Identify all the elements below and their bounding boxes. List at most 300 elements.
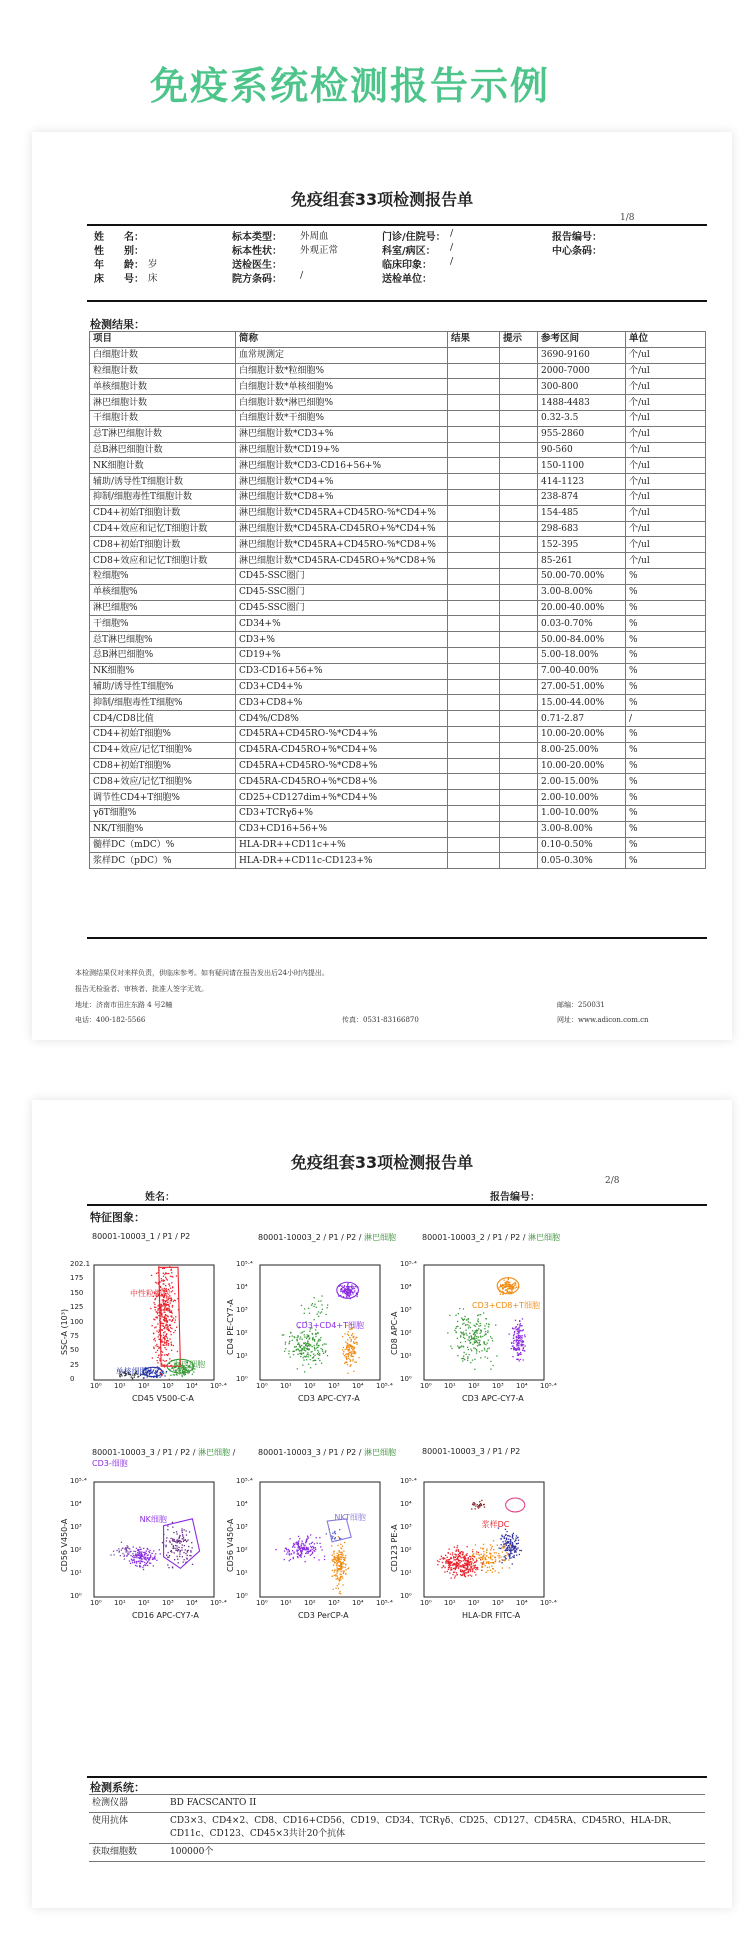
event-dot (161, 1354, 162, 1355)
event-dot (302, 1349, 303, 1350)
event-dot (174, 1322, 175, 1323)
event-dot (338, 1588, 339, 1589)
event-dot (487, 1358, 488, 1359)
table-row (90, 347, 706, 363)
event-dot (484, 1343, 485, 1344)
event-dot (166, 1310, 167, 1311)
event-dot (345, 1555, 346, 1556)
event-dot (140, 1554, 141, 1555)
event-dot (162, 1374, 163, 1375)
event-dot (176, 1533, 177, 1534)
event-dot (354, 1353, 355, 1354)
event-dot (324, 1343, 325, 1344)
event-dot (302, 1365, 303, 1366)
table-cell (500, 726, 538, 742)
event-dot (495, 1570, 496, 1571)
event-dot (303, 1346, 304, 1347)
event-dot (514, 1340, 515, 1341)
event-dot (521, 1337, 522, 1338)
event-dot (312, 1303, 313, 1304)
event-dot (454, 1568, 455, 1569)
event-dot (345, 1289, 346, 1290)
event-dot (163, 1279, 164, 1280)
table-cell: 辅助/诱导性T细胞计数 (90, 474, 236, 490)
event-dot (460, 1335, 461, 1336)
event-dot (175, 1330, 176, 1331)
event-dot (162, 1330, 163, 1331)
table-cell: CD34+% (236, 616, 448, 632)
event-dot (166, 1324, 167, 1325)
event-dot (138, 1555, 139, 1556)
event-dot (511, 1553, 512, 1554)
info-field (552, 242, 704, 257)
event-dot (516, 1535, 517, 1536)
event-dot (168, 1305, 169, 1306)
event-dot (484, 1325, 485, 1326)
y-tick-label: 100 (70, 1317, 84, 1326)
event-dot (474, 1359, 475, 1360)
event-dot (452, 1552, 453, 1553)
event-dot (314, 1347, 315, 1348)
event-dot (310, 1550, 311, 1551)
event-dot (451, 1578, 452, 1579)
event-dot (476, 1353, 477, 1354)
event-dot (485, 1558, 486, 1559)
event-dot (308, 1308, 309, 1309)
event-dot (314, 1350, 315, 1351)
event-dot (517, 1547, 518, 1548)
event-dot (326, 1533, 327, 1534)
event-dot (511, 1290, 512, 1291)
event-dot (478, 1336, 479, 1337)
event-dot (177, 1351, 178, 1352)
event-dot (516, 1287, 517, 1288)
event-dot (508, 1282, 509, 1283)
event-dot (499, 1557, 500, 1558)
table-cell (448, 521, 500, 537)
event-dot (172, 1305, 173, 1306)
event-dot (509, 1555, 510, 1556)
event-dot (182, 1536, 183, 1537)
x-tick-label: 10⁰ (90, 1599, 102, 1607)
table-row (90, 395, 706, 411)
event-dot (338, 1555, 339, 1556)
info-field (232, 270, 382, 285)
event-dot (166, 1343, 167, 1344)
event-dot (354, 1348, 355, 1349)
event-dot (469, 1556, 470, 1557)
event-dot (511, 1348, 512, 1349)
event-dot (289, 1538, 290, 1539)
event-dot (284, 1351, 285, 1352)
event-dot (464, 1352, 465, 1353)
event-dot (456, 1566, 457, 1567)
table-row (90, 679, 706, 695)
event-dot (337, 1575, 338, 1576)
event-dot (492, 1546, 493, 1547)
y-axis-label: CD8 APC-A (390, 1311, 399, 1355)
table-cell: 0.10-0.50% (538, 837, 626, 853)
event-dot (509, 1547, 510, 1548)
event-dot (159, 1358, 160, 1359)
info-field (382, 228, 552, 243)
event-dot (464, 1567, 465, 1568)
event-dot (513, 1338, 514, 1339)
system-key: 检测仪器 (89, 1795, 167, 1813)
event-dot (124, 1558, 125, 1559)
x-tick-label: 10⁴ (352, 1382, 364, 1390)
event-dot (342, 1562, 343, 1563)
info-rule (87, 300, 707, 302)
table-cell: % (626, 837, 706, 853)
event-dot (301, 1554, 302, 1555)
event-dot (351, 1339, 352, 1340)
column-header: 单位 (626, 332, 706, 348)
event-dot (508, 1286, 509, 1287)
event-dot (352, 1292, 353, 1293)
event-dot (510, 1540, 511, 1541)
event-dot (183, 1562, 184, 1563)
event-dot (473, 1553, 474, 1554)
event-dot (149, 1374, 150, 1375)
y-tick-label: 10¹ (236, 1352, 248, 1360)
event-dot (314, 1297, 315, 1298)
plot-title-text: 80001-10003_3 / P1 / P2 / (258, 1448, 365, 1457)
info-field-value: / (450, 255, 454, 267)
event-dot (463, 1332, 464, 1333)
event-dot (192, 1564, 193, 1565)
x-tick-label: 10⁴ (516, 1382, 528, 1390)
event-dot (146, 1563, 147, 1564)
table-cell: 总B淋巴细胞计数 (90, 442, 236, 458)
event-dot (164, 1274, 165, 1275)
system-key: 获取细胞数 (89, 1844, 167, 1862)
page-number-2: 2/8 (605, 1176, 620, 1186)
event-dot (507, 1547, 508, 1548)
event-dot (469, 1340, 470, 1341)
event-dot (155, 1345, 156, 1346)
event-dot (519, 1331, 520, 1332)
table-cell: 淋巴细胞计数*CD4+% (236, 474, 448, 490)
table-cell: 3.00-8.00% (538, 584, 626, 600)
event-dot (481, 1554, 482, 1555)
event-dot (301, 1543, 302, 1544)
event-dot (132, 1378, 133, 1379)
event-dot (468, 1321, 469, 1322)
event-dot (169, 1285, 170, 1286)
event-dot (327, 1307, 328, 1308)
event-dot (500, 1294, 501, 1295)
event-dot (319, 1355, 320, 1356)
event-dot (298, 1542, 299, 1543)
event-dot (471, 1564, 472, 1565)
table-cell (448, 347, 500, 363)
event-dot (468, 1349, 469, 1350)
plot-title-text: 80001-10003_3 / P1 / P2 / (92, 1448, 199, 1457)
event-dot (339, 1550, 340, 1551)
y-axis-label: CD56 V450-A (226, 1518, 235, 1572)
table-cell: % (626, 695, 706, 711)
info-field (232, 228, 382, 243)
table-cell: 个/ul (626, 426, 706, 442)
table-cell: 总T淋巴细胞% (90, 632, 236, 648)
event-dot (352, 1288, 353, 1289)
event-dot (348, 1354, 349, 1355)
event-dot (351, 1348, 352, 1349)
plot-title (92, 1232, 190, 1241)
table-cell: CD3-CD16+56+% (236, 663, 448, 679)
event-dot (503, 1288, 504, 1289)
event-dot (492, 1340, 493, 1341)
event-dot (168, 1353, 169, 1354)
event-dot (139, 1561, 140, 1562)
event-dot (171, 1345, 172, 1346)
plot-title (258, 1232, 396, 1243)
table-row (90, 805, 706, 821)
event-dot (303, 1360, 304, 1361)
event-dot (461, 1345, 462, 1346)
event-dot (345, 1564, 346, 1565)
event-dot (167, 1279, 168, 1280)
table-cell: CD45-SSC圈门 (236, 584, 448, 600)
event-dot (166, 1303, 167, 1304)
info-field-value: / (300, 269, 304, 281)
event-dot (474, 1334, 475, 1335)
event-dot (350, 1341, 351, 1342)
system-label: 检测系统： (90, 1781, 145, 1794)
event-dot (336, 1573, 337, 1574)
event-dot (496, 1355, 497, 1356)
y-tick-label: 10⁰ (400, 1592, 412, 1600)
table-row (90, 363, 706, 379)
event-dot (516, 1548, 517, 1549)
event-dot (311, 1547, 312, 1548)
event-dot (520, 1344, 521, 1345)
event-dot (504, 1536, 505, 1537)
event-dot (341, 1576, 342, 1577)
event-dot (134, 1561, 135, 1562)
event-dot (474, 1556, 475, 1557)
event-dot (472, 1551, 473, 1552)
event-dot (294, 1337, 295, 1338)
event-dot (456, 1555, 457, 1556)
event-dot (317, 1314, 318, 1315)
event-dot (516, 1543, 517, 1544)
event-dot (155, 1309, 156, 1310)
event-dot (472, 1571, 473, 1572)
table-cell: CD45RA+CD45RO-%*CD4+% (236, 726, 448, 742)
table-cell (500, 426, 538, 442)
event-dot (505, 1544, 506, 1545)
event-dot (337, 1585, 338, 1586)
event-dot (318, 1316, 319, 1317)
event-dot (512, 1536, 513, 1537)
event-dot (114, 1554, 115, 1555)
event-dot (509, 1550, 510, 1551)
event-dot (129, 1551, 130, 1552)
event-dot (297, 1557, 298, 1558)
info-field (94, 228, 232, 243)
event-dot (164, 1331, 165, 1332)
event-dot (480, 1559, 481, 1560)
event-dot (167, 1529, 168, 1530)
event-dot (480, 1325, 481, 1326)
event-dot (303, 1547, 304, 1548)
table-cell: CD8+效应/记忆T细胞% (90, 774, 236, 790)
event-dot (466, 1572, 467, 1573)
info-row (94, 256, 704, 270)
event-dot (314, 1543, 315, 1544)
event-dot (455, 1575, 456, 1576)
event-dot (460, 1552, 461, 1553)
event-dot (519, 1321, 520, 1322)
event-dot (492, 1559, 493, 1560)
event-dot (338, 1536, 339, 1537)
table-cell (500, 695, 538, 711)
table-cell: 淋巴细胞计数*CD45RA-CD45RO+%*CD8+% (236, 553, 448, 569)
event-dot (458, 1551, 459, 1552)
event-dot (321, 1311, 322, 1312)
table-cell: % (626, 821, 706, 837)
event-dot (167, 1329, 168, 1330)
event-dot (149, 1552, 150, 1553)
results-body (90, 347, 706, 868)
event-dot (154, 1307, 155, 1308)
event-dot (184, 1559, 185, 1560)
event-dot (470, 1349, 471, 1350)
event-dot (350, 1364, 351, 1365)
event-dot (472, 1558, 473, 1559)
event-dot (487, 1332, 488, 1333)
event-dot (446, 1561, 447, 1562)
event-dot (518, 1334, 519, 1335)
footer-note-1: 本检测结果仅对来样负责，供临床参考。如有疑问请在报告发出后24小时内提出。 (75, 969, 329, 977)
event-dot (171, 1550, 172, 1551)
event-dot (345, 1349, 346, 1350)
table-cell: γδT细胞% (90, 805, 236, 821)
event-dot (491, 1338, 492, 1339)
event-dot (177, 1542, 178, 1543)
event-dot (481, 1350, 482, 1351)
event-dot (471, 1562, 472, 1563)
table-cell: 15.00-44.00% (538, 695, 626, 711)
y-tick-label: 10⁵·⁴ (236, 1260, 253, 1268)
event-dot (303, 1543, 304, 1544)
event-dot (312, 1551, 313, 1552)
y-tick-label: 75 (70, 1331, 79, 1340)
event-dot (154, 1558, 155, 1559)
event-dot (314, 1557, 315, 1558)
table-cell (500, 805, 538, 821)
event-dot (336, 1561, 337, 1562)
table-row (90, 695, 706, 711)
event-dot (335, 1588, 336, 1589)
event-dot (319, 1543, 320, 1544)
event-dot (156, 1331, 157, 1332)
event-dot (318, 1311, 319, 1312)
event-dot (471, 1350, 472, 1351)
event-dot (352, 1333, 353, 1334)
event-dot (467, 1356, 468, 1357)
event-dot (344, 1559, 345, 1560)
info-row (94, 242, 704, 256)
event-dot (483, 1562, 484, 1563)
table-cell: % (626, 679, 706, 695)
table-cell: 总T淋巴细胞计数 (90, 426, 236, 442)
y-tick-label: 10¹ (400, 1569, 412, 1577)
info-field (94, 270, 232, 285)
event-dot (170, 1276, 171, 1277)
event-dot (450, 1346, 451, 1347)
event-dot (513, 1345, 514, 1346)
event-dot (169, 1309, 170, 1310)
table-cell: 个/ul (626, 521, 706, 537)
event-dot (142, 1567, 143, 1568)
event-dot (185, 1540, 186, 1541)
event-dot (502, 1287, 503, 1288)
event-dot (509, 1567, 510, 1568)
y-tick-label: 10⁴ (400, 1500, 412, 1508)
event-dot (513, 1347, 514, 1348)
event-dot (507, 1554, 508, 1555)
table-cell (448, 363, 500, 379)
event-dot (454, 1330, 455, 1331)
event-dot (467, 1560, 468, 1561)
event-dot (349, 1366, 350, 1367)
footer-website: 网址：www.adicon.com.cn (557, 1016, 649, 1024)
event-dot (474, 1325, 475, 1326)
event-dot (460, 1570, 461, 1571)
event-dot (351, 1285, 352, 1286)
event-dot (486, 1318, 487, 1319)
event-dot (167, 1310, 168, 1311)
table-row (90, 474, 706, 490)
footer-rule (87, 937, 707, 939)
event-dot (118, 1548, 119, 1549)
event-dot (134, 1557, 135, 1558)
plot-title-text: 80001-10003_3 / P1 / P2 (422, 1447, 521, 1456)
event-dot (489, 1567, 490, 1568)
event-dot (477, 1320, 478, 1321)
event-dot (347, 1343, 348, 1344)
event-dot (307, 1352, 308, 1353)
event-dot (459, 1347, 460, 1348)
event-dot (449, 1564, 450, 1565)
event-dot (293, 1553, 294, 1554)
event-dot (347, 1295, 348, 1296)
event-dot (460, 1328, 461, 1329)
event-dot (296, 1346, 297, 1347)
x-tick-label: 10² (304, 1382, 316, 1390)
event-dot (138, 1557, 139, 1558)
event-dot (522, 1335, 523, 1336)
event-dot (486, 1552, 487, 1553)
table-cell: 粒细胞计数 (90, 363, 236, 379)
event-dot (487, 1343, 488, 1344)
event-dot (322, 1349, 323, 1350)
table-cell: 个/ul (626, 537, 706, 553)
event-dot (457, 1345, 458, 1346)
event-dot (472, 1338, 473, 1339)
event-dot (500, 1557, 501, 1558)
event-dot (490, 1361, 491, 1362)
event-dot (164, 1347, 165, 1348)
event-dot (318, 1340, 319, 1341)
event-dot (471, 1508, 472, 1509)
event-dot (473, 1347, 474, 1348)
event-dot (515, 1349, 516, 1350)
table-cell: CD19+% (236, 647, 448, 663)
